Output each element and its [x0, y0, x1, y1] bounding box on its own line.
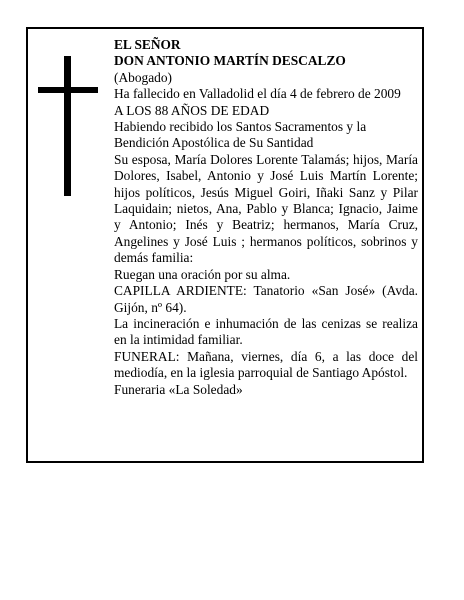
age-notice: A LOS 88 AÑOS DE EDAD [114, 102, 270, 118]
cross-vertical-bar [64, 56, 71, 196]
funeral-info: FUNERAL: Mañana, viernes, día 6, a las doce del mediodía, en la iglesia parroquial de Santiago Apóstol. [114, 348, 418, 381]
prayer-request: Ruegan una oración por su alma. [114, 266, 291, 282]
death-notice: Ha fallecido en Valladolid el día 4 de febrero de 2009 [114, 86, 401, 102]
chapel-info: CAPILLA ARDIENTE: Tanatorio «San José» (Avda. Gijón, nº 64). [114, 283, 418, 315]
funeral-home: Funeraria «La Soledad» [114, 381, 243, 397]
deceased-name: DON ANTONIO MARTÍN DESCALZO [114, 53, 346, 69]
family-list: Su esposa, María Dolores Lorente Talamás; hijos, María Dolores, Isabel, Antonio y José Luis Martín Lorente; hijos políticos, Jesús Miguel Goiri, Iñaki Sanz y Pilar Laquidain; nietos, Ana, Pablo y Blanca; Ignacio, Jaime y Antonio; Inés y Beatriz; hermanos, María Cruz, Angelines y José Luis ; hermanos políticos, sobrinos y demás familia: [114, 151, 418, 266]
obituary-text [114, 37, 418, 398]
cross-icon [38, 56, 98, 196]
cremation-info: La incineración e inhumación de las cenizas se realiza en la intimidad familiar. [114, 315, 418, 348]
heading-title: EL SEÑOR [114, 37, 181, 52]
sacraments-notice: Habiendo recibido los Santos Sacramentos y la Bendición Apostólica de Su Santidad [114, 119, 367, 151]
profession: (Abogado) [114, 69, 173, 85]
cross-horizontal-bar [38, 87, 98, 93]
